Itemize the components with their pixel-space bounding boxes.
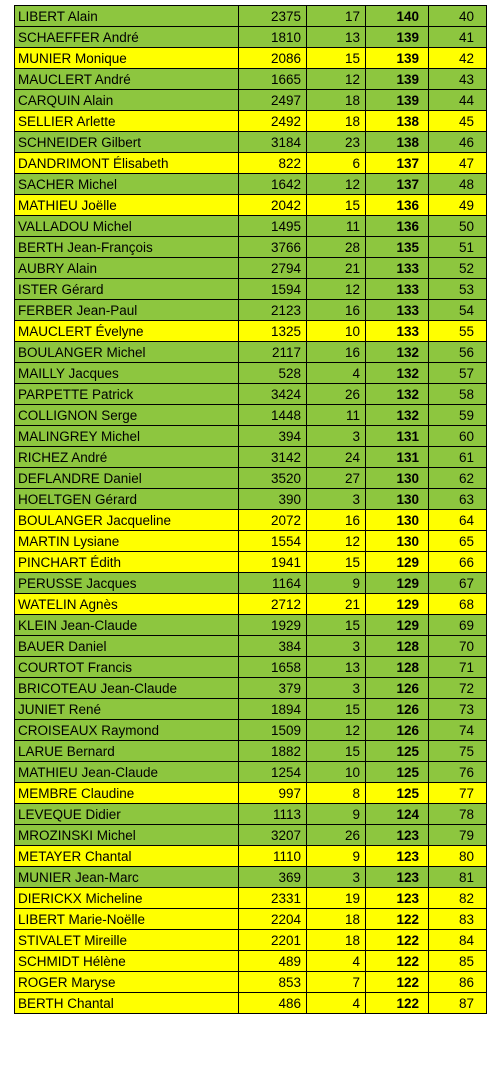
average-cell: 136 — [366, 216, 429, 237]
ranking-table-body — [15, 6, 487, 1014]
player-name-cell: KLEIN Jean-Claude — [15, 615, 239, 636]
total-score-cell: 2086 — [239, 48, 307, 69]
table-row — [15, 300, 487, 321]
table-row — [15, 426, 487, 447]
table-row — [15, 174, 487, 195]
table-row — [15, 90, 487, 111]
games-count-cell: 3 — [307, 867, 366, 888]
games-count-cell: 12 — [307, 174, 366, 195]
table-row — [15, 321, 487, 342]
player-name-cell: LIBERT Marie-Noëlle — [15, 909, 239, 930]
player-name-cell: ISTER Gérard — [15, 279, 239, 300]
table-row — [15, 699, 487, 720]
games-count-cell: 11 — [307, 405, 366, 426]
average-cell: 133 — [366, 300, 429, 321]
table-row — [15, 909, 487, 930]
table-row — [15, 258, 487, 279]
table-row — [15, 888, 487, 909]
games-count-cell: 18 — [307, 90, 366, 111]
average-cell: 132 — [366, 363, 429, 384]
average-cell: 126 — [366, 720, 429, 741]
rank-cell: 51 — [429, 237, 487, 258]
rank-cell: 78 — [429, 804, 487, 825]
average-cell: 139 — [366, 90, 429, 111]
rank-cell: 46 — [429, 132, 487, 153]
games-count-cell: 9 — [307, 804, 366, 825]
average-cell: 130 — [366, 531, 429, 552]
rank-cell: 52 — [429, 258, 487, 279]
games-count-cell: 3 — [307, 489, 366, 510]
average-cell: 132 — [366, 405, 429, 426]
games-count-cell: 15 — [307, 195, 366, 216]
rank-cell: 58 — [429, 384, 487, 405]
player-name-cell: JUNIET René — [15, 699, 239, 720]
average-cell: 132 — [366, 342, 429, 363]
table-row — [15, 384, 487, 405]
games-count-cell: 3 — [307, 678, 366, 699]
average-cell: 123 — [366, 888, 429, 909]
table-row — [15, 468, 487, 489]
rank-cell: 67 — [429, 573, 487, 594]
player-name-cell: MUNIER Monique — [15, 48, 239, 69]
average-cell: 133 — [366, 279, 429, 300]
average-cell: 133 — [366, 258, 429, 279]
player-name-cell: PINCHART Édith — [15, 552, 239, 573]
average-cell: 129 — [366, 573, 429, 594]
player-name-cell: CROISEAUX Raymond — [15, 720, 239, 741]
rank-cell: 79 — [429, 825, 487, 846]
total-score-cell: 2072 — [239, 510, 307, 531]
games-count-cell: 12 — [307, 531, 366, 552]
ranking-table — [14, 5, 487, 1014]
total-score-cell: 1658 — [239, 657, 307, 678]
table-row — [15, 993, 487, 1014]
player-name-cell: COLLIGNON Serge — [15, 405, 239, 426]
average-cell: 130 — [366, 468, 429, 489]
games-count-cell: 16 — [307, 510, 366, 531]
total-score-cell: 2201 — [239, 930, 307, 951]
player-name-cell: MATHIEU Jean-Claude — [15, 762, 239, 783]
table-row — [15, 447, 487, 468]
rank-cell: 63 — [429, 489, 487, 510]
total-score-cell: 1110 — [239, 846, 307, 867]
rank-cell: 70 — [429, 636, 487, 657]
total-score-cell: 3766 — [239, 237, 307, 258]
total-score-cell: 853 — [239, 972, 307, 993]
rank-cell: 69 — [429, 615, 487, 636]
rank-cell: 54 — [429, 300, 487, 321]
table-row — [15, 951, 487, 972]
table-row — [15, 657, 487, 678]
total-score-cell: 1554 — [239, 531, 307, 552]
rank-cell: 60 — [429, 426, 487, 447]
table-row — [15, 489, 487, 510]
player-name-cell: SACHER Michel — [15, 174, 239, 195]
table-row — [15, 216, 487, 237]
table-row — [15, 615, 487, 636]
player-name-cell: STIVALET Mireille — [15, 930, 239, 951]
total-score-cell: 2492 — [239, 111, 307, 132]
table-row — [15, 153, 487, 174]
player-name-cell: RICHEZ André — [15, 447, 239, 468]
table-row — [15, 783, 487, 804]
rank-cell: 49 — [429, 195, 487, 216]
table-row — [15, 678, 487, 699]
total-score-cell: 3424 — [239, 384, 307, 405]
games-count-cell: 15 — [307, 699, 366, 720]
games-count-cell: 3 — [307, 636, 366, 657]
average-cell: 138 — [366, 132, 429, 153]
average-cell: 129 — [366, 615, 429, 636]
rank-cell: 77 — [429, 783, 487, 804]
rank-cell: 47 — [429, 153, 487, 174]
total-score-cell: 1894 — [239, 699, 307, 720]
total-score-cell: 2042 — [239, 195, 307, 216]
table-row — [15, 342, 487, 363]
player-name-cell: HOELTGEN Gérard — [15, 489, 239, 510]
total-score-cell: 2123 — [239, 300, 307, 321]
average-cell: 131 — [366, 426, 429, 447]
average-cell: 139 — [366, 69, 429, 90]
rank-cell: 53 — [429, 279, 487, 300]
games-count-cell: 27 — [307, 468, 366, 489]
average-cell: 137 — [366, 153, 429, 174]
player-name-cell: MAUCLERT Évelyne — [15, 321, 239, 342]
games-count-cell: 10 — [307, 762, 366, 783]
table-row — [15, 195, 487, 216]
table-row — [15, 531, 487, 552]
total-score-cell: 2794 — [239, 258, 307, 279]
games-count-cell: 28 — [307, 237, 366, 258]
table-row — [15, 741, 487, 762]
average-cell: 122 — [366, 909, 429, 930]
average-cell: 138 — [366, 111, 429, 132]
total-score-cell: 997 — [239, 783, 307, 804]
games-count-cell: 13 — [307, 27, 366, 48]
rank-cell: 64 — [429, 510, 487, 531]
games-count-cell: 15 — [307, 48, 366, 69]
total-score-cell: 3207 — [239, 825, 307, 846]
total-score-cell: 1594 — [239, 279, 307, 300]
total-score-cell: 3142 — [239, 447, 307, 468]
games-count-cell: 15 — [307, 552, 366, 573]
player-name-cell: BOULANGER Jacqueline — [15, 510, 239, 531]
player-name-cell: PERUSSE Jacques — [15, 573, 239, 594]
table-row — [15, 930, 487, 951]
average-cell: 137 — [366, 174, 429, 195]
table-row — [15, 237, 487, 258]
games-count-cell: 26 — [307, 825, 366, 846]
rank-cell: 56 — [429, 342, 487, 363]
total-score-cell: 1325 — [239, 321, 307, 342]
average-cell: 135 — [366, 237, 429, 258]
rank-cell: 62 — [429, 468, 487, 489]
games-count-cell: 19 — [307, 888, 366, 909]
table-row — [15, 27, 487, 48]
rank-cell: 76 — [429, 762, 487, 783]
table-row — [15, 6, 487, 27]
games-count-cell: 12 — [307, 720, 366, 741]
rank-cell: 74 — [429, 720, 487, 741]
games-count-cell: 26 — [307, 384, 366, 405]
table-row — [15, 720, 487, 741]
games-count-cell: 12 — [307, 279, 366, 300]
table-row — [15, 594, 487, 615]
player-name-cell: MUNIER Jean-Marc — [15, 867, 239, 888]
player-name-cell: DIERICKX Micheline — [15, 888, 239, 909]
total-score-cell: 1448 — [239, 405, 307, 426]
player-name-cell: FERBER Jean-Paul — [15, 300, 239, 321]
average-cell: 130 — [366, 510, 429, 531]
games-count-cell: 7 — [307, 972, 366, 993]
player-name-cell: COURTOT Francis — [15, 657, 239, 678]
rank-cell: 59 — [429, 405, 487, 426]
rank-cell: 75 — [429, 741, 487, 762]
total-score-cell: 528 — [239, 363, 307, 384]
total-score-cell: 486 — [239, 993, 307, 1014]
rank-cell: 83 — [429, 909, 487, 930]
games-count-cell: 4 — [307, 951, 366, 972]
rank-cell: 48 — [429, 174, 487, 195]
player-name-cell: DANDRIMONT Élisabeth — [15, 153, 239, 174]
rank-cell: 44 — [429, 90, 487, 111]
player-name-cell: AUBRY Alain — [15, 258, 239, 279]
games-count-cell: 3 — [307, 426, 366, 447]
table-row — [15, 573, 487, 594]
player-name-cell: BAUER Daniel — [15, 636, 239, 657]
games-count-cell: 18 — [307, 909, 366, 930]
games-count-cell: 21 — [307, 594, 366, 615]
player-name-cell: WATELIN Agnès — [15, 594, 239, 615]
rank-cell: 55 — [429, 321, 487, 342]
rank-cell: 42 — [429, 48, 487, 69]
average-cell: 130 — [366, 489, 429, 510]
average-cell: 122 — [366, 930, 429, 951]
rank-cell: 65 — [429, 531, 487, 552]
player-name-cell: PARPETTE Patrick — [15, 384, 239, 405]
player-name-cell: MATHIEU Joëlle — [15, 195, 239, 216]
table-row — [15, 867, 487, 888]
total-score-cell: 822 — [239, 153, 307, 174]
total-score-cell: 3520 — [239, 468, 307, 489]
rank-cell: 45 — [429, 111, 487, 132]
player-name-cell: MALINGREY Michel — [15, 426, 239, 447]
games-count-cell: 13 — [307, 657, 366, 678]
games-count-cell: 21 — [307, 258, 366, 279]
player-name-cell: LEVEQUE Didier — [15, 804, 239, 825]
player-name-cell: MARTIN Lysiane — [15, 531, 239, 552]
total-score-cell: 1495 — [239, 216, 307, 237]
games-count-cell: 11 — [307, 216, 366, 237]
table-row — [15, 132, 487, 153]
player-name-cell: SCHNEIDER Gilbert — [15, 132, 239, 153]
table-row — [15, 636, 487, 657]
player-name-cell: METAYER Chantal — [15, 846, 239, 867]
average-cell: 125 — [366, 741, 429, 762]
total-score-cell: 1810 — [239, 27, 307, 48]
total-score-cell: 369 — [239, 867, 307, 888]
games-count-cell: 6 — [307, 153, 366, 174]
total-score-cell: 2331 — [239, 888, 307, 909]
games-count-cell: 12 — [307, 69, 366, 90]
rank-cell: 87 — [429, 993, 487, 1014]
rank-cell: 66 — [429, 552, 487, 573]
average-cell: 125 — [366, 762, 429, 783]
table-row — [15, 762, 487, 783]
player-name-cell: LIBERT Alain — [15, 6, 239, 27]
table-row — [15, 111, 487, 132]
average-cell: 140 — [366, 6, 429, 27]
average-cell: 129 — [366, 594, 429, 615]
games-count-cell: 8 — [307, 783, 366, 804]
total-score-cell: 390 — [239, 489, 307, 510]
player-name-cell: MAILLY Jacques — [15, 363, 239, 384]
average-cell: 136 — [366, 195, 429, 216]
average-cell: 125 — [366, 783, 429, 804]
player-name-cell: MEMBRE Claudine — [15, 783, 239, 804]
total-score-cell: 1254 — [239, 762, 307, 783]
player-name-cell: ROGER Maryse — [15, 972, 239, 993]
average-cell: 122 — [366, 993, 429, 1014]
player-name-cell: SCHMIDT Hélène — [15, 951, 239, 972]
games-count-cell: 9 — [307, 846, 366, 867]
games-count-cell: 4 — [307, 993, 366, 1014]
rank-cell: 50 — [429, 216, 487, 237]
average-cell: 133 — [366, 321, 429, 342]
total-score-cell: 1164 — [239, 573, 307, 594]
average-cell: 126 — [366, 699, 429, 720]
table-row — [15, 405, 487, 426]
games-count-cell: 9 — [307, 573, 366, 594]
games-count-cell: 16 — [307, 342, 366, 363]
games-count-cell: 24 — [307, 447, 366, 468]
total-score-cell: 1929 — [239, 615, 307, 636]
total-score-cell: 3184 — [239, 132, 307, 153]
average-cell: 139 — [366, 48, 429, 69]
rank-cell: 73 — [429, 699, 487, 720]
average-cell: 124 — [366, 804, 429, 825]
total-score-cell: 1113 — [239, 804, 307, 825]
player-name-cell: SCHAEFFER André — [15, 27, 239, 48]
table-row — [15, 846, 487, 867]
rank-cell: 71 — [429, 657, 487, 678]
total-score-cell: 2712 — [239, 594, 307, 615]
average-cell: 122 — [366, 951, 429, 972]
total-score-cell: 2204 — [239, 909, 307, 930]
average-cell: 128 — [366, 636, 429, 657]
games-count-cell: 16 — [307, 300, 366, 321]
rank-cell: 84 — [429, 930, 487, 951]
games-count-cell: 4 — [307, 363, 366, 384]
rank-cell: 40 — [429, 6, 487, 27]
rank-cell: 61 — [429, 447, 487, 468]
player-name-cell: MAUCLERT André — [15, 69, 239, 90]
rank-cell: 41 — [429, 27, 487, 48]
total-score-cell: 1882 — [239, 741, 307, 762]
rank-cell: 80 — [429, 846, 487, 867]
rank-cell: 43 — [429, 69, 487, 90]
table-row — [15, 279, 487, 300]
player-name-cell: MROZINSKI Michel — [15, 825, 239, 846]
player-name-cell: VALLADOU Michel — [15, 216, 239, 237]
average-cell: 139 — [366, 27, 429, 48]
rank-cell: 81 — [429, 867, 487, 888]
table-row — [15, 510, 487, 531]
player-name-cell: CARQUIN Alain — [15, 90, 239, 111]
table-row — [15, 972, 487, 993]
total-score-cell: 2375 — [239, 6, 307, 27]
games-count-cell: 10 — [307, 321, 366, 342]
total-score-cell: 394 — [239, 426, 307, 447]
table-row — [15, 552, 487, 573]
player-name-cell: BERTH Chantal — [15, 993, 239, 1014]
rank-cell: 57 — [429, 363, 487, 384]
average-cell: 126 — [366, 678, 429, 699]
games-count-cell: 23 — [307, 132, 366, 153]
player-name-cell: SELLIER Arlette — [15, 111, 239, 132]
average-cell: 123 — [366, 846, 429, 867]
rank-cell: 82 — [429, 888, 487, 909]
total-score-cell: 1642 — [239, 174, 307, 195]
total-score-cell: 2117 — [239, 342, 307, 363]
player-name-cell: BRICOTEAU Jean-Claude — [15, 678, 239, 699]
games-count-cell: 18 — [307, 930, 366, 951]
rank-cell: 68 — [429, 594, 487, 615]
games-count-cell: 15 — [307, 615, 366, 636]
average-cell: 131 — [366, 447, 429, 468]
table-row — [15, 804, 487, 825]
player-name-cell: DEFLANDRE Daniel — [15, 468, 239, 489]
player-name-cell: LARUE Bernard — [15, 741, 239, 762]
average-cell: 128 — [366, 657, 429, 678]
average-cell: 123 — [366, 825, 429, 846]
total-score-cell: 1509 — [239, 720, 307, 741]
games-count-cell: 18 — [307, 111, 366, 132]
total-score-cell: 489 — [239, 951, 307, 972]
average-cell: 123 — [366, 867, 429, 888]
table-row — [15, 69, 487, 90]
rank-cell: 72 — [429, 678, 487, 699]
average-cell: 132 — [366, 384, 429, 405]
games-count-cell: 17 — [307, 6, 366, 27]
table-row — [15, 48, 487, 69]
total-score-cell: 379 — [239, 678, 307, 699]
total-score-cell: 1665 — [239, 69, 307, 90]
total-score-cell: 2497 — [239, 90, 307, 111]
player-name-cell: BERTH Jean-François — [15, 237, 239, 258]
average-cell: 129 — [366, 552, 429, 573]
player-name-cell: BOULANGER Michel — [15, 342, 239, 363]
rank-cell: 86 — [429, 972, 487, 993]
games-count-cell: 15 — [307, 741, 366, 762]
total-score-cell: 1941 — [239, 552, 307, 573]
average-cell: 122 — [366, 972, 429, 993]
table-row — [15, 363, 487, 384]
total-score-cell: 384 — [239, 636, 307, 657]
rank-cell: 85 — [429, 951, 487, 972]
table-row — [15, 825, 487, 846]
